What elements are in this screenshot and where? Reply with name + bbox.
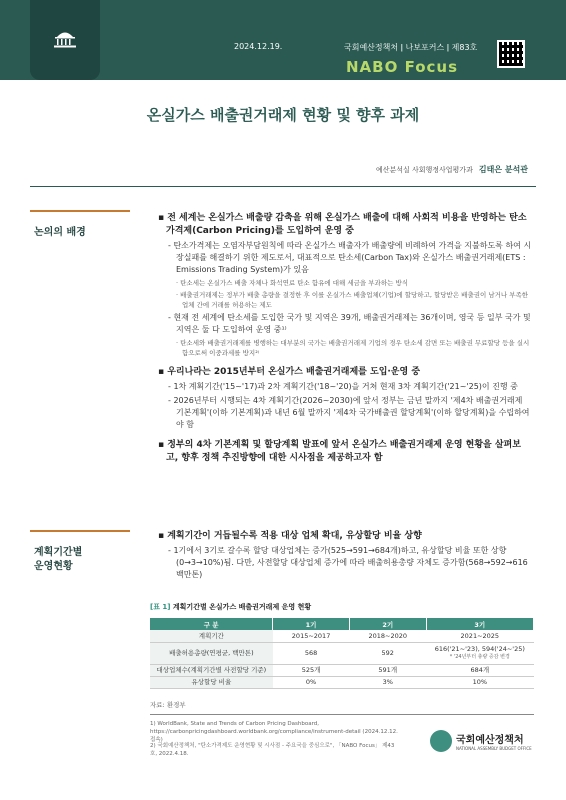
qr-code-icon[interactable]	[497, 40, 525, 68]
background-content	[158, 212, 532, 465]
table-source: 자료: 환경부	[150, 701, 186, 709]
series-info: 국회예산정책처 ǀ 나보포커스 ǀ 제83호	[344, 43, 478, 52]
bullet-heading: ▪ 정부의 4차 기본계획 및 할당계획 발표에 앞서 온실가스 배출권거래제 운영 현황을 살펴보고, 향후 정책 추진방향에 대한 시사점을 제공하고자 함	[158, 440, 521, 463]
author-dept: 예산분석실 사회행정사업평가과	[375, 166, 473, 174]
header-bar	[0, 0, 566, 80]
footer-logo	[430, 730, 532, 752]
dot-item: · 배출권거래제는 정부가 배출 총량을 결정한 후 이를 온실가스 배출업체(기업)에 할당하고, 할당받은 배출권이 남거나 부족한 업체 간에 거래를 허용하는 제도	[176, 291, 529, 309]
publish-date: 2024.12.19.	[234, 42, 283, 51]
table-row: 대상업체수(계획기간별 사전할당 기준) 525개 591개 684개	[150, 664, 534, 676]
table-caption: [표 1] 계획기간별 온실가스 배출권거래제 운영 현황	[150, 603, 312, 611]
status-content	[158, 530, 532, 581]
footnote-divider	[150, 714, 534, 715]
section-rule	[30, 210, 130, 212]
dash-item: - 현재 전 세계에 탄소세를 도입한 국가 및 지역은 39개, 배출권거래제는 36개이며, 영국 등 일부 국가 및 지역은 둘 다 도입하여 운영 중¹⁾	[168, 313, 531, 334]
brand-logo: NABO Focus	[346, 58, 459, 76]
footer-org-kr: 국회예산정책처	[456, 735, 524, 746]
table-row: 유상할당 비율 0% 3% 10%	[150, 676, 534, 688]
table-note: * '24년부터 총량 증감 변경	[449, 654, 510, 660]
footer-org-en: NATIONAL ASSEMBLY BUDGET OFFICE	[456, 746, 532, 751]
author-name: 김태은 분석관	[478, 165, 528, 174]
section-label-background: 논의의 배경	[34, 227, 86, 238]
dash-item: - 1기에서 3기로 갈수록 할당 대상업체는 증가(525→591→684개)하고, 유상할당 비율 또한 상향(0→3→10%)됨. 다만, 사전할당 대상업체 증가에 따라 배출허용총량 자체도 증가함(568→592→616백만톤)	[168, 546, 528, 579]
dot-item: · 탄소세는 온실가스 배출 자체나 화석연료 탄소 함유에 대해 세금을 부과하는 방식	[176, 279, 409, 287]
dash-item: - 탄소가격제는 오염자부담원칙에 따라 온실가스 배출자가 배출량에 비례하여 가격을 지불하도록 하여 시장실패를 해결하기 위한 제도로서, 대표적으로 탄소세(Carbon Tax)와 온실가스 배출권거래제(ETS : Emissions Trading System)가 있음	[168, 241, 532, 274]
page-title: 온실가스 배출권거래제 현황 및 향후 과제	[146, 106, 420, 124]
divider	[30, 186, 536, 187]
footnote-1: 1) WorldBank, State and Trends of Carbon Pricing Dashboard, https://carbonpricingdashboard.worldbank.org/compliance/instrument-detail (2024.12.12. 접속)	[150, 721, 398, 743]
table-row: 계획기간 2015~2017 2018~2020 2021~2025	[150, 630, 534, 642]
section-rule	[30, 530, 130, 532]
author-line	[376, 164, 528, 175]
bullet-heading: ▪ 우리나라는 2015년부터 온실가스 배출권거래제를 도입·운영 중	[158, 367, 421, 377]
nabo-seal-icon	[430, 730, 452, 752]
bullet-heading: ▪ 전 세계는 온실가스 배출량 감축을 위해 온실가스 배출에 대해 사회적 비용을 반영하는 탄소가격제(Carbon Pricing)를 도입하여 운영 중	[158, 213, 527, 236]
assembly-building-icon	[52, 30, 78, 48]
dash-item: - 1차 계획기간('15~'17)과 2차 계획기간('18~'20)을 거쳐 현재 3차 계획기간('21~'25)이 진행 중	[168, 382, 518, 391]
table-row: 배출허용총량(연평균, 백만톤) 568 592 616('21~'23), 594('24~'25) * '24년부터 총량 증감 변경	[150, 642, 534, 664]
section-label-status: 계획기간별 운영현황	[34, 547, 83, 572]
footnote-2: 2) 국회예산정책처, "탄소가격제도 운영현황 및 시사점 - 주요국을 중심으로", 「NABO Focus」 제43호, 2022.4.18.	[150, 743, 395, 757]
dash-item: - 2026년부터 시행되는 4차 계획기간(2026~2030)에 앞서 정부는 금년 말까지 '제4차 배출권거래제 기본계획'(이하 기본계획)과 내년 6월 말까지 '제4차 국가배출권 할당계획'(이하 할당계획)을 수립하여야 함	[168, 396, 530, 429]
table-header-row: 구 분 1기 2기 3기	[150, 618, 534, 630]
logo-tab	[30, 0, 100, 80]
status-table	[150, 618, 534, 689]
bullet-heading: ▪ 계획기간이 거듭될수록 적용 대상 업체 확대, 유상할당 비율 상향	[158, 531, 422, 541]
dot-item: · 탄소세와 배출권거래제를 병행하는 대부분의 국가는 배출권거래제 기업의 경우 탄소세 감면 또는 배출권 무료할당 등을 실시함으로써 이중과세를 방지²⁾	[176, 339, 530, 357]
